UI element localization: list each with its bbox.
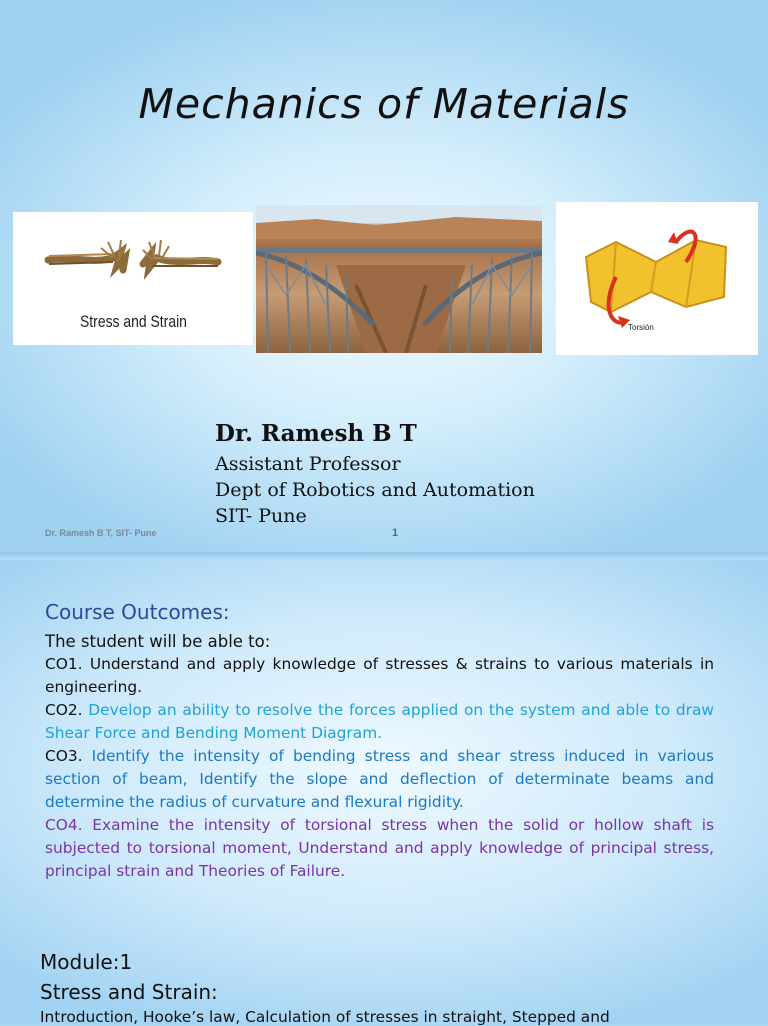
stress-strain-caption: Stress and Strain xyxy=(80,312,187,331)
presenter-name: Dr. Ramesh B T xyxy=(215,420,417,447)
presenter-dept: Dept of Robotics and Automation xyxy=(215,479,535,501)
co1-text: Understand and apply knowledge of stresses & strains to various materials in engineering. xyxy=(45,655,714,696)
slide-number: 1 xyxy=(392,527,399,539)
arch-bridge-icon xyxy=(256,205,542,353)
co4-text: Examine the intensity of torsional stress when the solid or hollow shaft is subjected to torsional moment, Understand and apply knowledge of principal stress, principal strain and Theories of Failure. xyxy=(45,816,714,880)
twisted-bar-icon xyxy=(556,202,758,355)
presenter-block xyxy=(215,420,535,529)
torsion-caption: Torsión xyxy=(628,323,654,332)
co2-item xyxy=(45,699,714,745)
co1-item xyxy=(45,653,714,699)
bridge-image xyxy=(256,205,542,353)
co1-label: CO1. xyxy=(45,655,83,673)
co2-text: Develop an ability to resolve the forces applied on the system and able to draw Shear Force and Bending Moment Diagram. xyxy=(45,701,714,742)
course-outcomes-heading: Course Outcomes: xyxy=(45,600,230,624)
slide-title: Mechanics of Materials xyxy=(138,80,630,128)
torsion-image xyxy=(556,202,758,355)
co2-label: CO2. xyxy=(45,701,83,719)
co3-text: Identify the intensity of bending stress and shear stress induced in various section of beam, Identify the slope and deflection of determinate beams and determine the radius of curvature and flexural rigidity. xyxy=(45,747,714,811)
co3-label: CO3. xyxy=(45,747,83,765)
course-outcomes-list xyxy=(45,630,714,883)
module-title: Stress and Strain: xyxy=(40,980,218,1004)
co3-item xyxy=(45,745,714,814)
presenter-institute: SIT- Pune xyxy=(215,505,307,527)
co4-item xyxy=(45,814,714,883)
stress-strain-image xyxy=(13,212,253,345)
module-number: Module:1 xyxy=(40,950,133,974)
co4-label: CO4. xyxy=(45,816,83,834)
module-intro: Introduction, Hooke’s law, Calculation of stresses in straight, Stepped and xyxy=(40,1008,610,1026)
outcomes-lead: The student will be able to: xyxy=(45,632,271,651)
slide-footer: Dr. Ramesh B T, SIT- Pune xyxy=(45,528,157,538)
slide-divider xyxy=(0,552,768,560)
presenter-role: Assistant Professor xyxy=(215,453,401,475)
